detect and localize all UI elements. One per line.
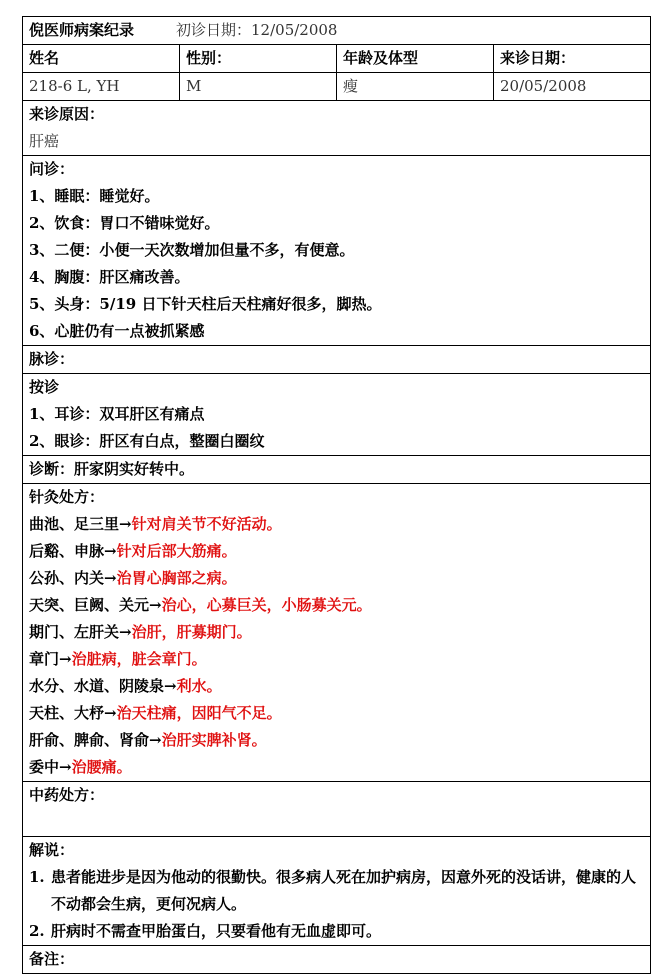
explanation-item bbox=[29, 918, 644, 945]
palpation-cell bbox=[23, 374, 651, 456]
inquiry-item: 1、睡眠：睡觉好。 bbox=[29, 187, 160, 205]
herbal-label: 中药处方： bbox=[29, 786, 105, 804]
header-cell bbox=[23, 17, 651, 45]
acupoints: 水分、水道、阴陵泉→ bbox=[29, 677, 177, 695]
acupoints: 章门→ bbox=[29, 650, 72, 668]
reason-cell bbox=[23, 101, 651, 156]
acupuncture-item bbox=[29, 673, 644, 700]
palpation-item: 2、眼诊：肝区有白点，整圈白圈纹 bbox=[29, 432, 265, 450]
explanation-number: 1. bbox=[29, 868, 45, 886]
acupuncture-item bbox=[29, 511, 644, 538]
explanation-list bbox=[29, 864, 644, 945]
inquiry-item: 6、心脏仍有一点被抓紧感 bbox=[29, 322, 205, 340]
pulse-row bbox=[23, 346, 651, 374]
acupoint-effect: 治脏病，脏会章门。 bbox=[71, 650, 207, 668]
first-visit-date: 初诊日期：12/05/2008 bbox=[176, 21, 338, 39]
acupoints: 天突、巨阙、关元→ bbox=[29, 596, 162, 614]
inquiry-item: 3、二便：小便一天次数增加但量不多，有便意。 bbox=[29, 241, 355, 259]
diagnosis-cell bbox=[23, 456, 651, 484]
explanation-number: 2. bbox=[29, 922, 45, 940]
acupoints: 期门、左肝关→ bbox=[29, 623, 132, 641]
herbal-cell bbox=[23, 782, 651, 837]
inquiry-row bbox=[23, 156, 651, 346]
reason-value: 肝癌 bbox=[29, 132, 60, 150]
pulse-label: 脉诊： bbox=[29, 350, 75, 368]
inquiry-label: 问诊： bbox=[29, 160, 75, 178]
header-row bbox=[23, 17, 651, 45]
acupuncture-cell bbox=[23, 484, 651, 782]
explanation-text: 患者能进步是因为他动的很勤快。很多病人死在加护病房，因意外死的没话讲，健康的人不动都会生病，更何况病人。 bbox=[51, 868, 637, 913]
acupoint-effect: 治肝实脾补肾。 bbox=[161, 731, 267, 749]
acupoint-effect: 治天柱痛，因阳气不足。 bbox=[116, 704, 282, 722]
palpation-item: 1、耳诊：双耳肝区有痛点 bbox=[29, 405, 205, 423]
inquiry-item: 5、头身：5/19 日下针天柱后天柱痛好很多，脚热。 bbox=[29, 295, 382, 313]
column-age-build: 年龄及体型 bbox=[337, 45, 494, 73]
palpation-label: 按诊 bbox=[29, 378, 60, 396]
patient-sex: M bbox=[180, 73, 337, 101]
patient-visit-date: 20/05/2008 bbox=[494, 73, 651, 101]
record-title: 倪医师病案纪录 bbox=[29, 21, 135, 39]
acupuncture-item bbox=[29, 538, 644, 565]
acupoints: 天柱、大杼→ bbox=[29, 704, 117, 722]
patient-value-row bbox=[23, 73, 651, 101]
inquiry-cell bbox=[23, 156, 651, 346]
explanation-label: 解说： bbox=[29, 841, 75, 859]
reason-row bbox=[23, 101, 651, 156]
acupoint-effect: 治腰痛。 bbox=[71, 758, 132, 776]
acupuncture-item bbox=[29, 727, 644, 754]
column-name: 姓名 bbox=[23, 45, 180, 73]
remarks-label: 备注： bbox=[29, 950, 75, 968]
acupuncture-item bbox=[29, 700, 644, 727]
medical-record-sheet bbox=[22, 16, 650, 974]
explanation-cell bbox=[23, 837, 651, 946]
acupuncture-row bbox=[23, 484, 651, 782]
diagnosis-text: 诊断：肝家阴实好转中。 bbox=[29, 460, 195, 478]
acupoint-effect: 针对后部大筋痛。 bbox=[116, 542, 237, 560]
acupuncture-item bbox=[29, 592, 644, 619]
explanation-item bbox=[29, 864, 644, 918]
remarks-row bbox=[23, 946, 651, 974]
acupoints: 曲池、足三里→ bbox=[29, 515, 132, 533]
acupoint-effect: 利水。 bbox=[176, 677, 222, 695]
acupuncture-item bbox=[29, 619, 644, 646]
pulse-cell bbox=[23, 346, 651, 374]
column-sex: 性别： bbox=[180, 45, 337, 73]
acupoint-effect: 治心，心募巨关，小肠募关元。 bbox=[161, 596, 372, 614]
reason-label: 来诊原因： bbox=[29, 105, 105, 123]
acupoint-effect: 针对肩关节不好活动。 bbox=[131, 515, 282, 533]
inquiry-item: 4、胸腹：肝区痛改善。 bbox=[29, 268, 190, 286]
acupoints: 公孙、内关→ bbox=[29, 569, 117, 587]
acupuncture-label: 针灸处方： bbox=[29, 488, 105, 506]
explanation-row bbox=[23, 837, 651, 946]
inquiry-item: 2、饮食：胃口不错味觉好。 bbox=[29, 214, 220, 232]
patient-header-row bbox=[23, 45, 651, 73]
explanation-text: 肝病时不需查甲胎蛋白，只要看他有无血虚即可。 bbox=[51, 922, 382, 940]
acupoints: 肝俞、脾俞、肾俞→ bbox=[29, 731, 162, 749]
diagnosis-row bbox=[23, 456, 651, 484]
patient-build: 瘦 bbox=[337, 73, 494, 101]
acupuncture-item bbox=[29, 754, 644, 781]
acupuncture-item bbox=[29, 646, 644, 673]
column-visit-date: 来诊日期： bbox=[494, 45, 651, 73]
acupoints: 后谿、申脉→ bbox=[29, 542, 117, 560]
patient-name: 218-6 L, YH bbox=[23, 73, 180, 101]
herbal-blank bbox=[29, 809, 644, 836]
acupuncture-item bbox=[29, 565, 644, 592]
remarks-cell bbox=[23, 946, 651, 974]
herbal-row bbox=[23, 782, 651, 837]
acupoints: 委中→ bbox=[29, 758, 72, 776]
acupoint-effect: 治胃心胸部之病。 bbox=[116, 569, 237, 587]
palpation-row bbox=[23, 374, 651, 456]
acupoint-effect: 治肝，肝募期门。 bbox=[131, 623, 252, 641]
record-table bbox=[22, 16, 651, 974]
